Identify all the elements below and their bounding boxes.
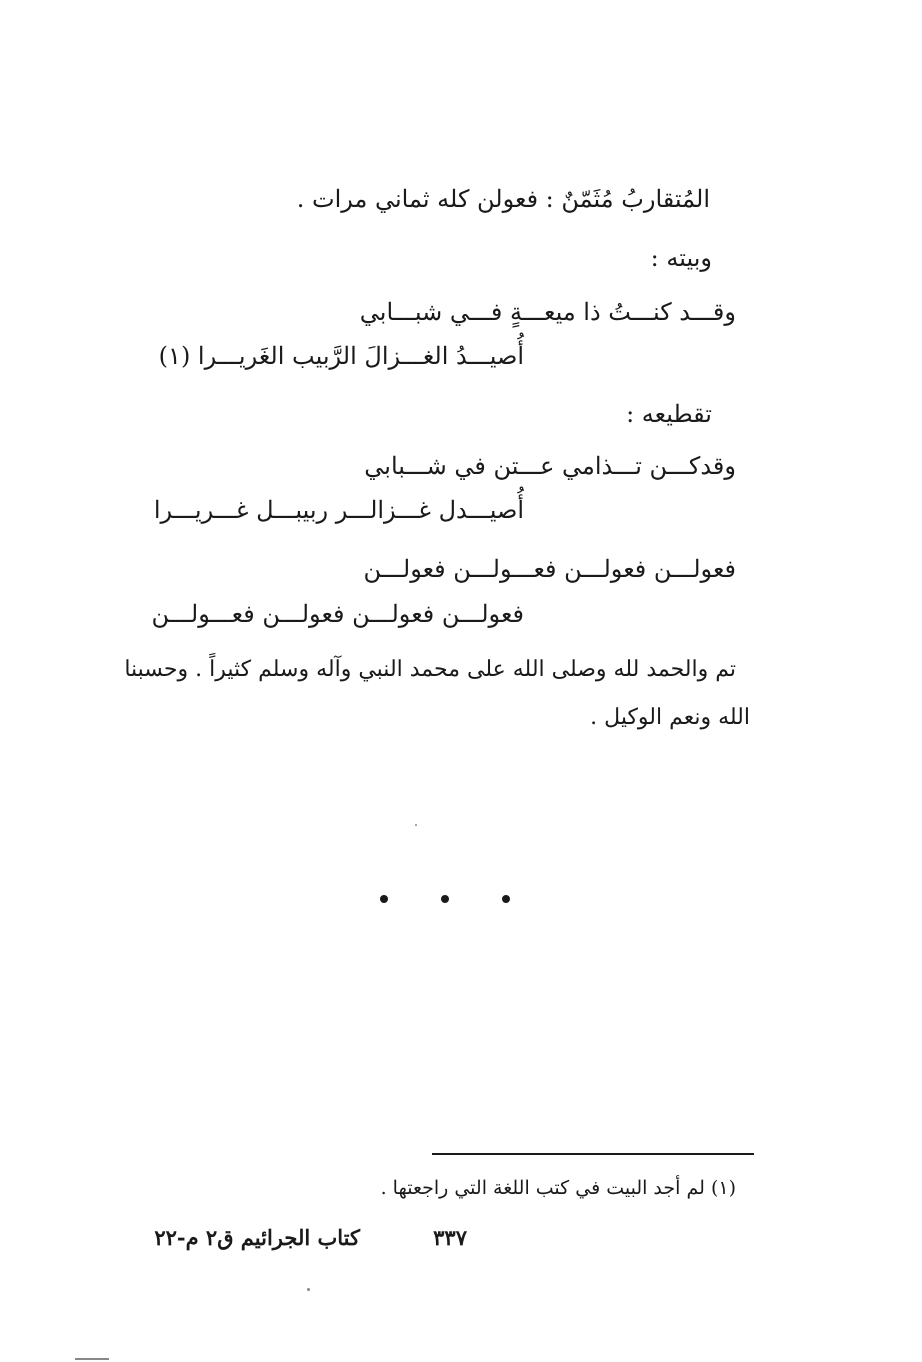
print-speck: [75, 1358, 109, 1360]
closing-line-2: الله ونعم الوكيل .: [590, 705, 750, 730]
meter-line: المُتقاربُ مُثَمّنٌ : فعولن كله ثماني مرات .: [296, 185, 710, 213]
scansion-second-hemistich: أُصيـــدل غـــزالـــر ربيبـــل غـــريـــرا: [153, 496, 524, 524]
section-end-asterism: [380, 895, 510, 903]
metrical-feet-second-hemistich: فعولـــن فعولـــن فعولـــن فعـــولـــن: [151, 600, 524, 628]
verse1-first-hemistich: وقـــد كنـــتُ ذا ميعـــةٍ فـــي شبـــابي: [359, 298, 736, 326]
print-speck: [415, 824, 417, 826]
footnote: (١) لم أجد البيت في كتب اللغة التي راجعتها .: [380, 1177, 736, 1199]
asterism-dot: [441, 895, 449, 903]
scansion-heading: تقطيعه :: [626, 400, 712, 428]
metrical-feet-first-hemistich: فعولـــن فعولـــن فعـــولـــن فعولـــن: [363, 555, 736, 583]
closing-line-1: تم والحمد لله وصلى الله على محمد النبي وآله وسلم كثيراً . وحسبنا: [124, 657, 736, 682]
asterism-dot: [380, 895, 388, 903]
page-number: ٣٣٧: [433, 1225, 467, 1250]
asterism-dot: [502, 895, 510, 903]
bayt-heading: وبيته :: [650, 244, 712, 272]
print-speck: [307, 1288, 310, 1291]
footnote-separator: [432, 1153, 754, 1155]
book-reference: كتاب الجرائيم ق٢ م-٢٢: [154, 1225, 360, 1250]
verse1-second-hemistich: أُصيـــدُ الغـــزالَ الرَّبيب الغَريـــرا (١): [158, 342, 524, 370]
scansion-first-hemistich: وقدكـــن تـــذامي عـــتن في شـــبابي: [364, 452, 736, 480]
